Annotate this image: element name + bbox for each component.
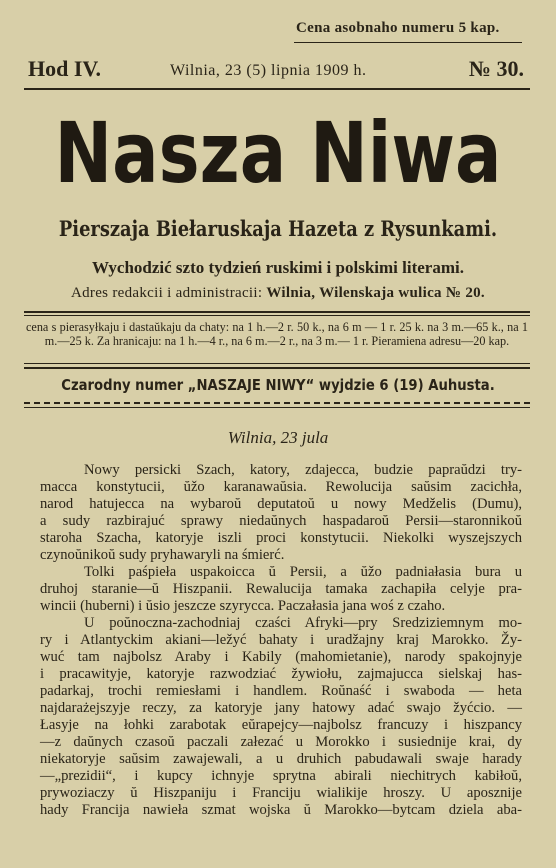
text-line: U poŭnoczna-zachodniaj czaści Afryki—pry Sredziziemnym mo-: [84, 615, 522, 631]
masthead-subtitle: Pierszaja Biełaruskaja Hazeta z Rysunkami.: [58, 216, 498, 241]
subscription-prices: cena s pierasyłkaju i dastaŭkaju da chaty: na 1 h.—2 r. 50 k., na 6 m — 1 r. 25 k. na 3 m.—65 k., na 1 m.—25 k. Za hranicaju: na 1 h.—4 r., na 6 m.—2 r., na 3 m.— 1 r. Pieramiena adresu—20 kap.: [26, 320, 528, 348]
special-issue-notice: Czarodny numer „NASZAJE NIWY“ wyjdzie 6 (19) Auhusta.: [61, 376, 495, 394]
masthead-title: Nasza Niwa: [54, 104, 502, 202]
text-line: najdarażejszyje reczy, za katoryje jany hatowy adać swajo žyćcio. —: [40, 700, 522, 716]
text-line: wuć tam najbolsz Araby i Kabily (mahomietanie), narody spakojnyje: [40, 649, 522, 665]
header-rule: [24, 88, 530, 90]
text-line: ry i Atlantyckim akiani—ležyć bahaty i uradžajny kraj Marokko. Žy-: [40, 632, 522, 648]
section-divider-thin: [24, 407, 530, 408]
price-note: Cena asobnaho numeru 5 kap.: [296, 20, 500, 36]
address-label: Adres redakcii i administracii:: [71, 285, 263, 301]
text-line: hady Francija nawieła szmat wojska ŭ Marokko—bytcam dziela aba-: [40, 802, 522, 818]
text-line: druhoj staranie—ŭ Hiszpanii. Rewalucija tamaka zachapiła celyje pra-: [40, 581, 522, 597]
text-line: padarkaj, trochi remiesłami i handlem. Roŭnaść i swaboda — heta: [40, 683, 522, 699]
subscription-bottom-rule-thick: [24, 367, 530, 369]
article-paragraph: [40, 564, 522, 615]
issue-dateline: Wilnia, 23 (5) lipnia 1909 h.: [170, 62, 367, 79]
volume-label: Hod IV.: [28, 56, 101, 81]
header-row: [28, 56, 526, 86]
text-line: wincii (huberni) i ŭsio jeszcze szyrycca. Paczałasia jana woś z czaho.: [40, 598, 446, 614]
address-value: Wilnia, Wilenskaja wulica № 20.: [266, 285, 485, 301]
text-line: i pracawityje, katoryje razwodziać žywiołu, zajmajucca sielskaj has-: [40, 666, 522, 682]
article-body: [40, 462, 522, 819]
article-dateline: Wilnia, 23 jula: [227, 428, 329, 447]
section-divider: [24, 402, 530, 404]
text-line: a sudy razbirajuć sprawy niedaŭnych haspadaroŭ Persii—staronnikoŭ: [40, 513, 522, 529]
publication-frequency: Wychodzić szto tydzień ruskimi i polskimi literami.: [92, 258, 464, 277]
issue-number: № 30.: [468, 56, 524, 81]
text-line: staroha Szacha, katoryje iszli proci konstytucii. Niekolki wyszejszych: [40, 530, 522, 546]
text-line: —z daŭnych czasoŭ paczali załezać u Morokko i susiednije krai, dy: [40, 734, 522, 750]
text-line: czynoŭnikoŭ sudy pryhawaryli na śmierć.: [40, 547, 285, 563]
article-paragraph: [40, 462, 522, 564]
text-line: narod hatujecca na wybaroŭ deputatoŭ u nowy Medželis (Dumu),: [40, 496, 522, 512]
subscription-top-rule-thin: [24, 315, 530, 316]
text-line: Nowy persicki Szach, katory, zdajecca, budzie papraŭdzi try-: [84, 462, 522, 478]
subscription-top-rule: [24, 311, 530, 313]
subscription-bottom-rule: [24, 363, 530, 364]
editorial-address: [0, 285, 556, 302]
text-line: —„prezidii“, i kupcy ichnyje sprytna abirali niechitrych kabiłoŭ,: [40, 768, 522, 784]
text-line: macca konstytucii, ŭžo karanawaŭsia. Rewolucija saŭsim zacichła,: [40, 479, 522, 495]
article-paragraph: [40, 615, 522, 819]
text-line: prywoziaczy ŭ Hiszpaniju i Franciju wialikije hroszy. U aposznije: [40, 785, 522, 801]
text-line: Łasyje na łohki zarabotak eŭrapejcy—najbolsz francuzy i hiszpancy: [40, 717, 522, 733]
price-underline: [294, 42, 522, 43]
text-line: niekatoryje saŭsim zawajewali, a u druhich pabudawali swaje harady: [40, 751, 522, 767]
text-line: Tolki paśpieła uspakoicca ŭ Persii, a ŭžo padniałasia bura u: [84, 564, 522, 580]
